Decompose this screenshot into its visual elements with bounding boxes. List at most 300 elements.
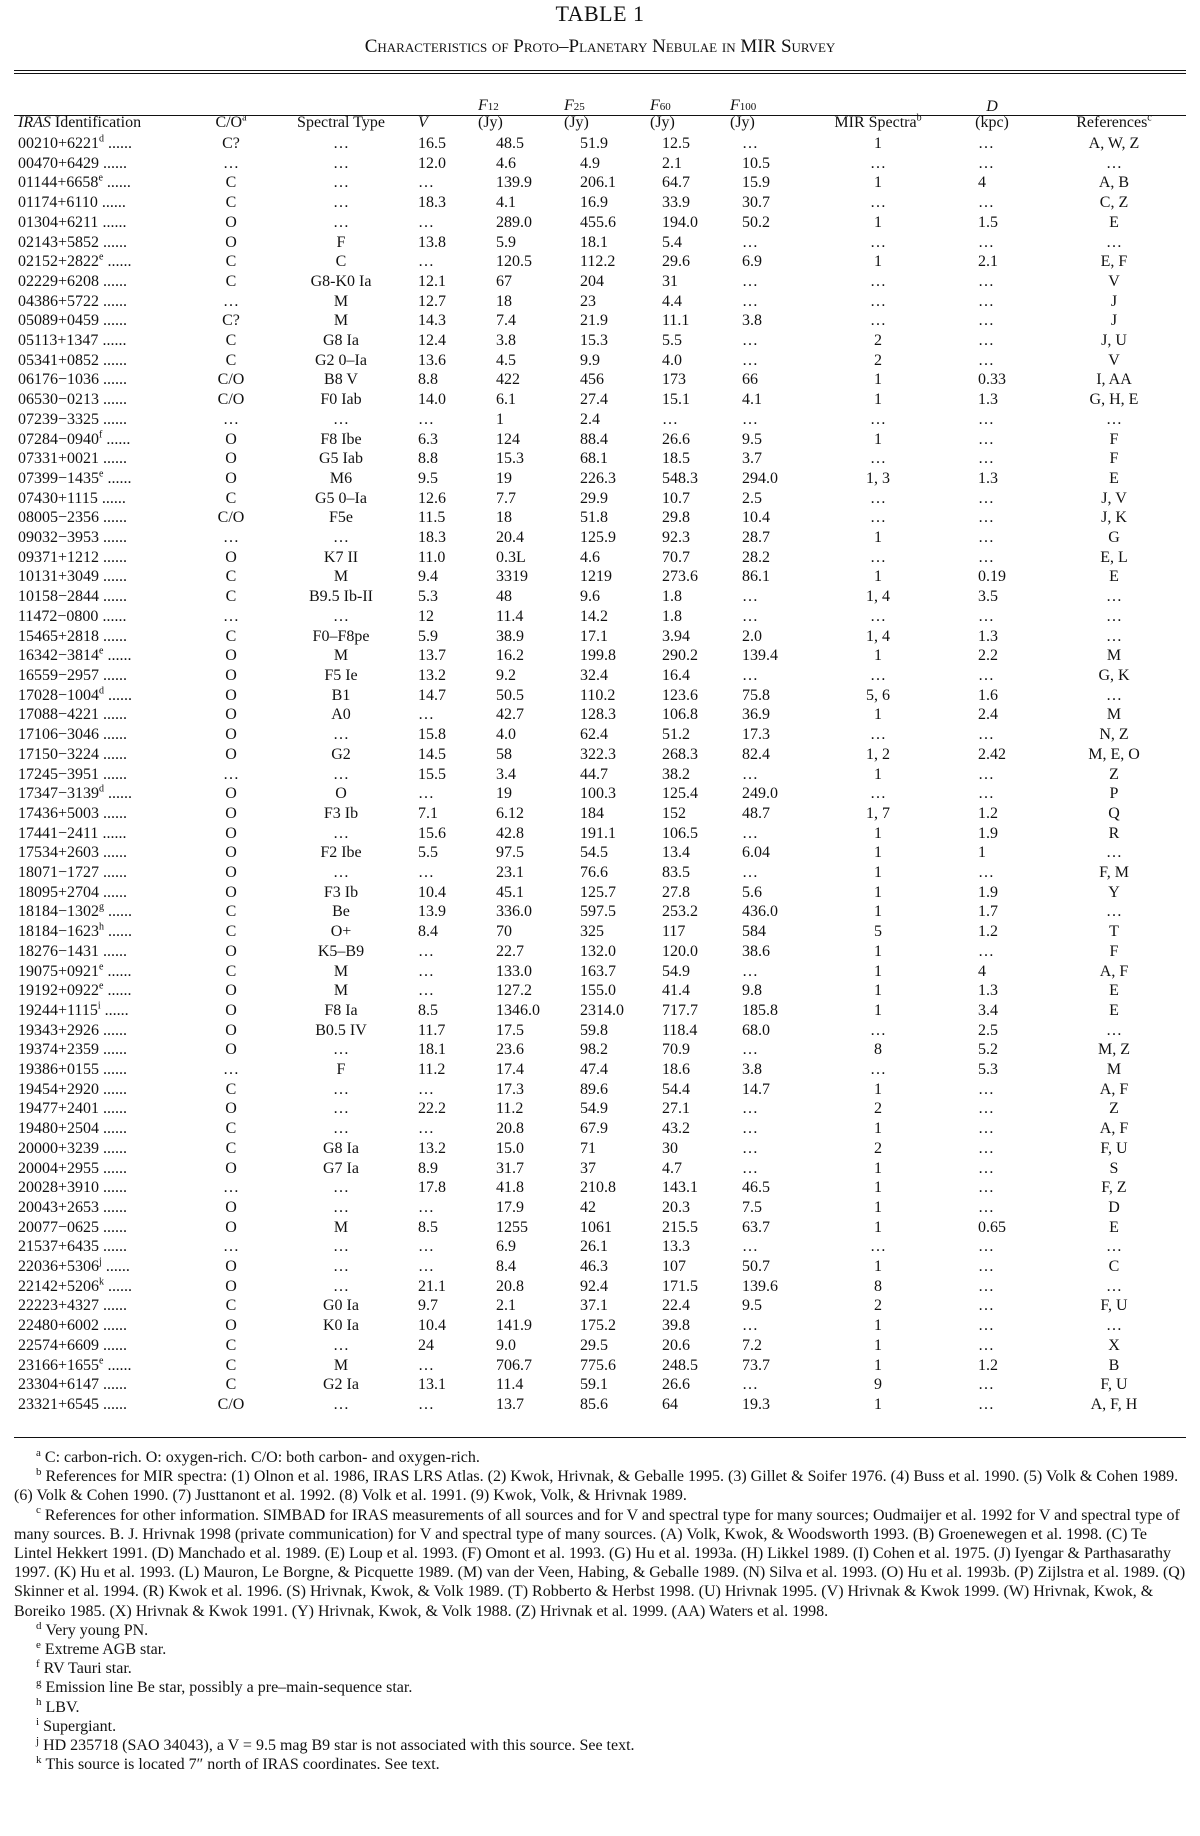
cell-id: $22142+5206^k$ ......	[18, 1276, 133, 1295]
iras-id: 10131+3049	[18, 568, 100, 586]
cell-f25: 155.0	[580, 982, 616, 1000]
cell-f100: 3.8	[742, 312, 762, 330]
cell-d: 1.7	[978, 903, 998, 921]
cell-f100: 249.0	[742, 785, 778, 803]
cell-v: …	[418, 1198, 434, 1216]
cell-d: …	[978, 1238, 994, 1256]
cell-co: O	[225, 450, 237, 468]
table-row	[14, 883, 1186, 903]
cell-f100: 19.3	[742, 1396, 770, 1413]
cell-d: 3.5	[978, 588, 998, 606]
cell-id: 19386+0155 ......	[18, 1061, 128, 1079]
cell-sp: …	[333, 1080, 349, 1098]
cell-sp: F0–F8pe	[312, 627, 370, 645]
cell-id: $19192+0922^e$ ......	[18, 981, 132, 1000]
table-row	[14, 1021, 1186, 1041]
cell-f25: 67.9	[580, 1120, 608, 1138]
cell-d: 1	[978, 844, 986, 862]
cell-id: 23321+6545 ......	[18, 1396, 128, 1413]
cell-d: 1.3	[978, 469, 998, 487]
table-number: TABLE 1	[555, 1, 645, 26]
cell-co: C?	[222, 312, 240, 330]
cell-f25: 16.9	[580, 194, 608, 212]
cell-co: O	[225, 1041, 237, 1059]
cell-ms: …	[870, 1238, 886, 1256]
cell-co: O	[225, 883, 237, 901]
cell-f100: 5.6	[742, 883, 762, 901]
footnote-mark: g	[36, 1677, 42, 1690]
footnote-text: References for other information. SIMBAD for IRAS measurements of all sources and for V and spectral type for many sources; Oudmaijer et al. 1992 for V and spectral type of many sources. B. J. Hrivnak 1998 (private communication) for V and spectral type of many sources. (A) Volk, Kwok, & Woodsworth 1993. (B) Groenewegen et al. 1998. (C) Te Lintel Hekkert 1991. (D) Manchado et al. 1989. (E) Loup et al. 1993. (F) Omont et al. 1993. (G) Hu et al. 1993a. (H) Likkel 1989. (I) Cohen et al. 1975. (J) Iyengar & Parthasarathy 1997. (K) Hu et al. 1993. (L) Mauron, Le Borgne, & Picquette 1989. (M) van der Veen, Habing, & Geballe 1989. (N) Silva et al. 1993. (O) Hu et al. 1993b. (P) Zijlstra et al. 1989. (Q) Skinner et al. 1994. (R) Kwok et al. 1996. (S) Hrivnak, Kwok, & Volk 1989. (T) Robberto & Herbst 1998. (U) Hrivnak 1995. (V) Hrivnak & Kwok 1999. (W) Hrivnak, Kwok, & Boreiko 1985. (X) Hrivnak & Kwok 1991. (Y) Hrivnak, Kwok, & Volk 1988. (Z) Hrivnak et al. 1999. (AA) Waters et al. 1998.	[14, 1506, 1186, 1620]
cell-id: $18184-1302^g$ ......	[18, 902, 133, 921]
cell-f12: 17.9	[496, 1198, 524, 1216]
cell-f60: 41.4	[662, 982, 690, 1000]
cell-v: 13.6	[418, 351, 446, 369]
cell-v: …	[418, 253, 434, 271]
footnote-text: This source is located 7″ north of IRAS coordinates. See text.	[45, 1756, 440, 1774]
cell-f12: 11.4	[496, 1376, 524, 1394]
cell-ref: E	[1109, 213, 1119, 231]
top-rule-double	[14, 73, 1186, 74]
cell-f100: 3.8	[742, 1061, 762, 1079]
footnote-mark: e	[99, 981, 104, 992]
cell-co: C	[225, 588, 237, 606]
cell-sp: …	[333, 765, 349, 783]
cell-id: 19343+2926 ......	[18, 1021, 128, 1039]
iras-id: 05113+1347	[18, 332, 99, 350]
cell-id: 05089+0459 ......	[18, 312, 128, 330]
cell-f25: 21.9	[580, 312, 608, 330]
cell-ms: 1	[874, 903, 882, 921]
footnote-mark: e	[99, 1355, 104, 1367]
cell-f25: 9.6	[580, 588, 600, 606]
iras-id: 20043+2653	[18, 1198, 100, 1216]
cell-f25: 14.2	[580, 607, 608, 625]
table-row	[14, 1198, 1186, 1218]
table-row	[14, 272, 1186, 292]
cell-ref: E	[1109, 1218, 1119, 1236]
cell-v: 15.5	[418, 765, 446, 783]
cell-d: …	[978, 1198, 994, 1216]
cell-f25: 71	[580, 1139, 596, 1157]
iras-id: 17106−3046	[18, 726, 100, 744]
cell-ref: J, U	[1101, 332, 1127, 350]
cell-co: O	[225, 942, 237, 960]
cell-co: …	[223, 410, 239, 428]
cell-id: 01304+6211 ......	[18, 213, 127, 231]
cell-co: O	[225, 1021, 237, 1039]
cell-d: 5.2	[978, 1041, 998, 1059]
cell-id: 18276−1431 ......	[18, 942, 128, 960]
cell-f60: 152	[662, 804, 686, 822]
iras-id: 18184−1302	[18, 903, 100, 921]
cell-d: …	[978, 942, 994, 960]
cell-d: 0.19	[978, 568, 1006, 586]
cell-sp: …	[333, 1396, 349, 1413]
cell-sp: …	[333, 726, 349, 744]
cell-f12: 120.5	[496, 253, 532, 271]
cell-d: 4	[978, 174, 986, 192]
cell-id: $18184-1623^h$ ......	[18, 922, 133, 941]
iras-id: 01144+6658	[18, 174, 99, 192]
cell-sp: G0 Ia	[323, 1297, 359, 1315]
cell-f60: 12.5	[662, 135, 690, 152]
table-row	[14, 1080, 1186, 1100]
cell-v: …	[418, 982, 434, 1000]
cell-f60: 4.0	[662, 351, 682, 369]
iras-id: 09032−3953	[18, 529, 100, 547]
cell-f12: 139.9	[496, 174, 532, 192]
cell-f60: 717.7	[662, 1001, 698, 1019]
cell-f100: …	[742, 607, 758, 625]
cell-f25: 51.8	[580, 509, 608, 527]
iras-id: 18184−1623	[18, 923, 100, 941]
cell-ref: F, U	[1100, 1297, 1128, 1315]
cell-f60: 173	[662, 371, 686, 389]
cell-ref: A, F	[1099, 1120, 1129, 1138]
iras-id: 02229+6208	[18, 272, 100, 290]
cell-f25: 42	[580, 1198, 596, 1216]
cell-ms: …	[870, 312, 886, 330]
cell-f25: 199.8	[580, 647, 616, 665]
cell-f60: 11.1	[662, 312, 690, 330]
cell-co: O	[225, 1001, 237, 1019]
cell-f12: 127.2	[496, 982, 532, 1000]
cell-ms: …	[870, 154, 886, 172]
cell-v: …	[418, 962, 434, 980]
cell-f12: 20.8	[496, 1120, 524, 1138]
cell-f25: 68.1	[580, 450, 608, 468]
cell-f12: 9.0	[496, 1336, 516, 1354]
iras-id: 10158−2844	[18, 588, 100, 606]
cell-ref: …	[1106, 233, 1122, 251]
cell-v: 12.0	[418, 154, 446, 172]
cell-ref: A, F, H	[1090, 1396, 1138, 1413]
cell-f25: 32.4	[580, 666, 608, 684]
cell-f12: 97.5	[496, 844, 524, 862]
cell-f12: 58	[496, 745, 512, 763]
iras-id: 23166+1655	[18, 1356, 100, 1374]
table-row	[14, 765, 1186, 785]
col-header-co: $C/O^a$	[215, 112, 247, 131]
cell-ref: M, E, O	[1088, 745, 1140, 763]
cell-ref: Z	[1109, 1100, 1119, 1118]
iras-id: 17534+2603	[18, 844, 100, 862]
cell-v: …	[418, 213, 434, 231]
cell-co: C	[225, 923, 237, 941]
cell-f100: …	[742, 233, 758, 251]
top-rule	[14, 70, 1186, 71]
cell-id: $02152+2822^e$ ......	[18, 252, 132, 271]
cell-f100: …	[742, 351, 758, 369]
cell-v: 11.0	[418, 548, 446, 566]
cell-f25: 76.6	[580, 864, 608, 882]
cell-f60: 106.5	[662, 824, 698, 842]
footnote-mark: j	[36, 1734, 40, 1747]
cell-v: 13.9	[418, 903, 446, 921]
cell-co: C	[225, 903, 237, 921]
cell-sp: …	[333, 1258, 349, 1276]
iras-id: 17088−4221	[18, 706, 100, 724]
cell-d: 2.1	[978, 253, 998, 271]
cell-sp: …	[333, 1100, 349, 1118]
cell-id: 19480+2504 ......	[18, 1120, 128, 1138]
table-row	[14, 1296, 1186, 1316]
cell-f25: 100.3	[580, 785, 616, 803]
cell-co: …	[223, 765, 239, 783]
cell-ref: …	[1106, 627, 1122, 645]
footnote-h	[14, 1698, 1186, 1717]
cell-f100: …	[742, 666, 758, 684]
cell-ref: …	[1106, 844, 1122, 862]
iras-id: 17150−3224	[18, 745, 100, 763]
cell-ms: …	[870, 548, 886, 566]
iras-id: 20004+2955	[18, 1159, 100, 1177]
cell-sp: …	[333, 194, 349, 212]
cell-f100: 7.2	[742, 1336, 762, 1354]
cell-sp: F8 Ia	[324, 1001, 358, 1019]
table-row	[14, 587, 1186, 607]
cell-f25: 15.3	[580, 332, 608, 350]
cell-f60: 27.1	[662, 1100, 690, 1118]
cell-sp: F2 Ibe	[320, 844, 362, 862]
cell-f25: 46.3	[580, 1258, 608, 1276]
col-header-f60: F60 (Jy)	[650, 97, 675, 131]
cell-d: …	[978, 607, 994, 625]
table-row	[14, 1395, 1186, 1415]
cell-ref: M	[1106, 1061, 1122, 1079]
cell-f60: 26.6	[662, 430, 690, 448]
cell-f12: 48	[496, 588, 512, 606]
cell-f12: 48.5	[496, 135, 524, 152]
cell-ref: E, L	[1100, 548, 1128, 566]
cell-d: …	[978, 272, 994, 290]
cell-v: 18.1	[418, 1041, 446, 1059]
header-rule	[14, 115, 1186, 116]
cell-ms: 2	[874, 1139, 882, 1157]
cell-f100: 7.5	[742, 1198, 762, 1216]
cell-id: 20004+2955 ......	[18, 1159, 128, 1177]
cell-d: …	[978, 1317, 994, 1335]
cell-f12: 42.8	[496, 824, 524, 842]
cell-f12: 13.7	[496, 1396, 524, 1413]
cell-id: 00470+6429 ......	[18, 154, 128, 172]
cell-f60: 215.5	[662, 1218, 698, 1236]
cell-ms: 1	[874, 174, 882, 192]
cell-id: $17347-3139^d$ ......	[18, 784, 133, 803]
table-row	[14, 666, 1186, 686]
cell-f25: 163.7	[580, 962, 616, 980]
cell-ms: …	[870, 489, 886, 507]
table-row	[14, 1375, 1186, 1395]
cell-sp: F5e	[329, 509, 353, 527]
iras-id: 23304+6147	[18, 1376, 100, 1394]
cell-f25: 210.8	[580, 1179, 616, 1197]
cell-f12: 6.12	[496, 804, 524, 822]
cell-f25: 206.1	[580, 174, 616, 192]
cell-f60: 18.5	[662, 450, 690, 468]
iras-id: 16559−2957	[18, 666, 100, 684]
cell-v: 9.7	[418, 1297, 438, 1315]
table-row	[14, 233, 1186, 253]
cell-id: 19454+2920 ......	[18, 1080, 128, 1098]
iras-id: 19244+1115	[18, 1001, 98, 1019]
cell-ms: 1	[874, 1080, 882, 1098]
footnote-mark: f	[36, 1657, 40, 1670]
col-header-f12: F12 (Jy)	[478, 97, 503, 131]
cell-ms: …	[870, 233, 886, 251]
cell-id: 07430+1115 ......	[18, 489, 126, 507]
footnote-mark: e	[99, 961, 104, 973]
cell-co: C	[225, 489, 237, 507]
cell-sp: G2 Ia	[323, 1376, 359, 1394]
cell-d: 1.9	[978, 883, 998, 901]
cell-sp: …	[333, 824, 349, 842]
cell-sp: O+	[330, 923, 352, 941]
table-row	[14, 469, 1186, 489]
cell-sp: …	[333, 1179, 349, 1197]
cell-co: …	[223, 1179, 239, 1197]
cell-co: C	[225, 1376, 237, 1394]
cell-ref: F, U	[1100, 1376, 1128, 1394]
cell-sp: G5 Iab	[319, 450, 363, 468]
table-row	[14, 1139, 1186, 1159]
cell-sp: …	[333, 529, 349, 547]
cell-f100: 30.7	[742, 194, 770, 212]
iras-id: 00210+6221	[18, 135, 100, 152]
cell-ms: 1	[874, 883, 882, 901]
footnote-text: C: carbon-rich. O: oxygen-rich. C/O: both carbon- and oxygen-rich.	[44, 1449, 480, 1466]
cell-co: O	[225, 1159, 237, 1177]
cell-ms: 1	[874, 1258, 882, 1276]
cell-id: 22223+4327 ......	[18, 1297, 128, 1315]
cell-ref: …	[1106, 1317, 1122, 1335]
iras-id: 23321+6545	[18, 1396, 100, 1413]
cell-co: O	[225, 686, 237, 704]
cell-sp: G7 Ia	[323, 1159, 359, 1177]
cell-sp: F	[336, 233, 346, 251]
cell-f100: …	[742, 332, 758, 350]
cell-f100: …	[742, 765, 758, 783]
cell-d: …	[978, 785, 994, 803]
table-row	[14, 1257, 1186, 1277]
cell-f100: 73.7	[742, 1356, 770, 1374]
table-row	[14, 410, 1186, 430]
iras-id: 05089+0459	[18, 312, 100, 330]
cell-f60: 253.2	[662, 903, 698, 921]
cell-v: 13.1	[418, 1376, 446, 1394]
cell-ref: C, Z	[1099, 194, 1129, 212]
cell-sp: B0.5 IV	[315, 1021, 367, 1039]
cell-f12: 11.4	[496, 607, 524, 625]
cell-d: 1.2	[978, 923, 998, 941]
cell-f60: 117	[662, 923, 686, 941]
cell-v: …	[418, 706, 434, 724]
cell-v: 8.9	[418, 1159, 438, 1177]
footnote-mark: c	[36, 1504, 41, 1517]
cell-id: 20000+3239 ......	[18, 1139, 128, 1157]
cell-co: …	[223, 1238, 239, 1256]
cell-f100: 10.4	[742, 509, 770, 527]
iras-id: 19477+2401	[18, 1100, 100, 1118]
cell-sp: …	[333, 154, 349, 172]
cell-id: 19374+2359 ......	[18, 1041, 128, 1059]
cell-f100: …	[742, 1100, 758, 1118]
cell-id: 17534+2603 ......	[18, 844, 128, 862]
cell-f100: …	[742, 824, 758, 842]
cell-f12: 133.0	[496, 962, 532, 980]
cell-v: 5.9	[418, 627, 438, 645]
cell-f60: 5.5	[662, 332, 682, 350]
cell-d: …	[978, 548, 994, 566]
footnote-b	[14, 1467, 1186, 1505]
cell-f60: 143.1	[662, 1179, 698, 1197]
bottom-rule	[14, 1437, 1186, 1438]
cell-sp: M6	[329, 469, 353, 487]
cell-ref: Z	[1109, 765, 1119, 783]
cell-id: 20028+3910 ......	[18, 1179, 128, 1197]
cell-f60: 268.3	[662, 745, 698, 763]
cell-d: …	[978, 1100, 994, 1118]
table-row	[14, 1218, 1186, 1238]
cell-f25: 184	[580, 804, 604, 822]
cell-v: …	[418, 1080, 434, 1098]
footnote-mark: d	[36, 1619, 42, 1632]
cell-f60: 248.5	[662, 1356, 698, 1374]
cell-f25: 456	[580, 371, 604, 389]
cell-ref: J	[1110, 292, 1118, 310]
cell-v: 12.4	[418, 332, 446, 350]
cell-f60: 43.2	[662, 1120, 690, 1138]
cell-v: 14.5	[418, 745, 446, 763]
cell-f12: 38.9	[496, 627, 524, 645]
cell-ref: M	[1106, 647, 1122, 665]
cell-f12: 42.7	[496, 706, 524, 724]
cell-ref: V	[1108, 272, 1120, 290]
cell-f100: 36.9	[742, 706, 770, 724]
iras-id: 18071−1727	[18, 864, 100, 882]
footnote-mark: e	[99, 646, 104, 657]
cell-f12: 67	[496, 272, 512, 290]
cell-d: 0.65	[978, 1218, 1006, 1236]
cell-f60: 20.3	[662, 1198, 690, 1216]
cell-ref: …	[1106, 607, 1122, 625]
cell-id: 17088−4221 ......	[18, 706, 128, 724]
cell-ref: V	[1108, 351, 1120, 369]
cell-f12: 4.5	[496, 351, 516, 369]
iras-id: 21537+6435	[18, 1238, 100, 1256]
cell-id: $16342-3814^e$ ......	[18, 646, 132, 665]
table-row	[14, 351, 1186, 371]
cell-ref: …	[1106, 686, 1122, 704]
cell-f60: 13.3	[662, 1238, 690, 1256]
cell-f60: 64.7	[662, 174, 690, 192]
cell-d: 2.4	[978, 706, 998, 724]
cell-ref: I, AA	[1096, 371, 1132, 389]
cell-d: …	[978, 489, 994, 507]
cell-co: C	[225, 627, 237, 645]
iras-id: 16342−3814	[18, 647, 100, 665]
cell-f100: …	[742, 864, 758, 882]
cell-v: 15.8	[418, 726, 446, 744]
iras-id: 17436+5003	[18, 804, 100, 822]
iras-id: 20028+3910	[18, 1179, 100, 1197]
cell-d: 3.4	[978, 1001, 998, 1019]
cell-sp: …	[333, 1238, 349, 1256]
cell-v: 14.7	[418, 686, 446, 704]
cell-v: 9.5	[418, 469, 438, 487]
cell-v: …	[418, 174, 434, 192]
table-row	[14, 824, 1186, 844]
